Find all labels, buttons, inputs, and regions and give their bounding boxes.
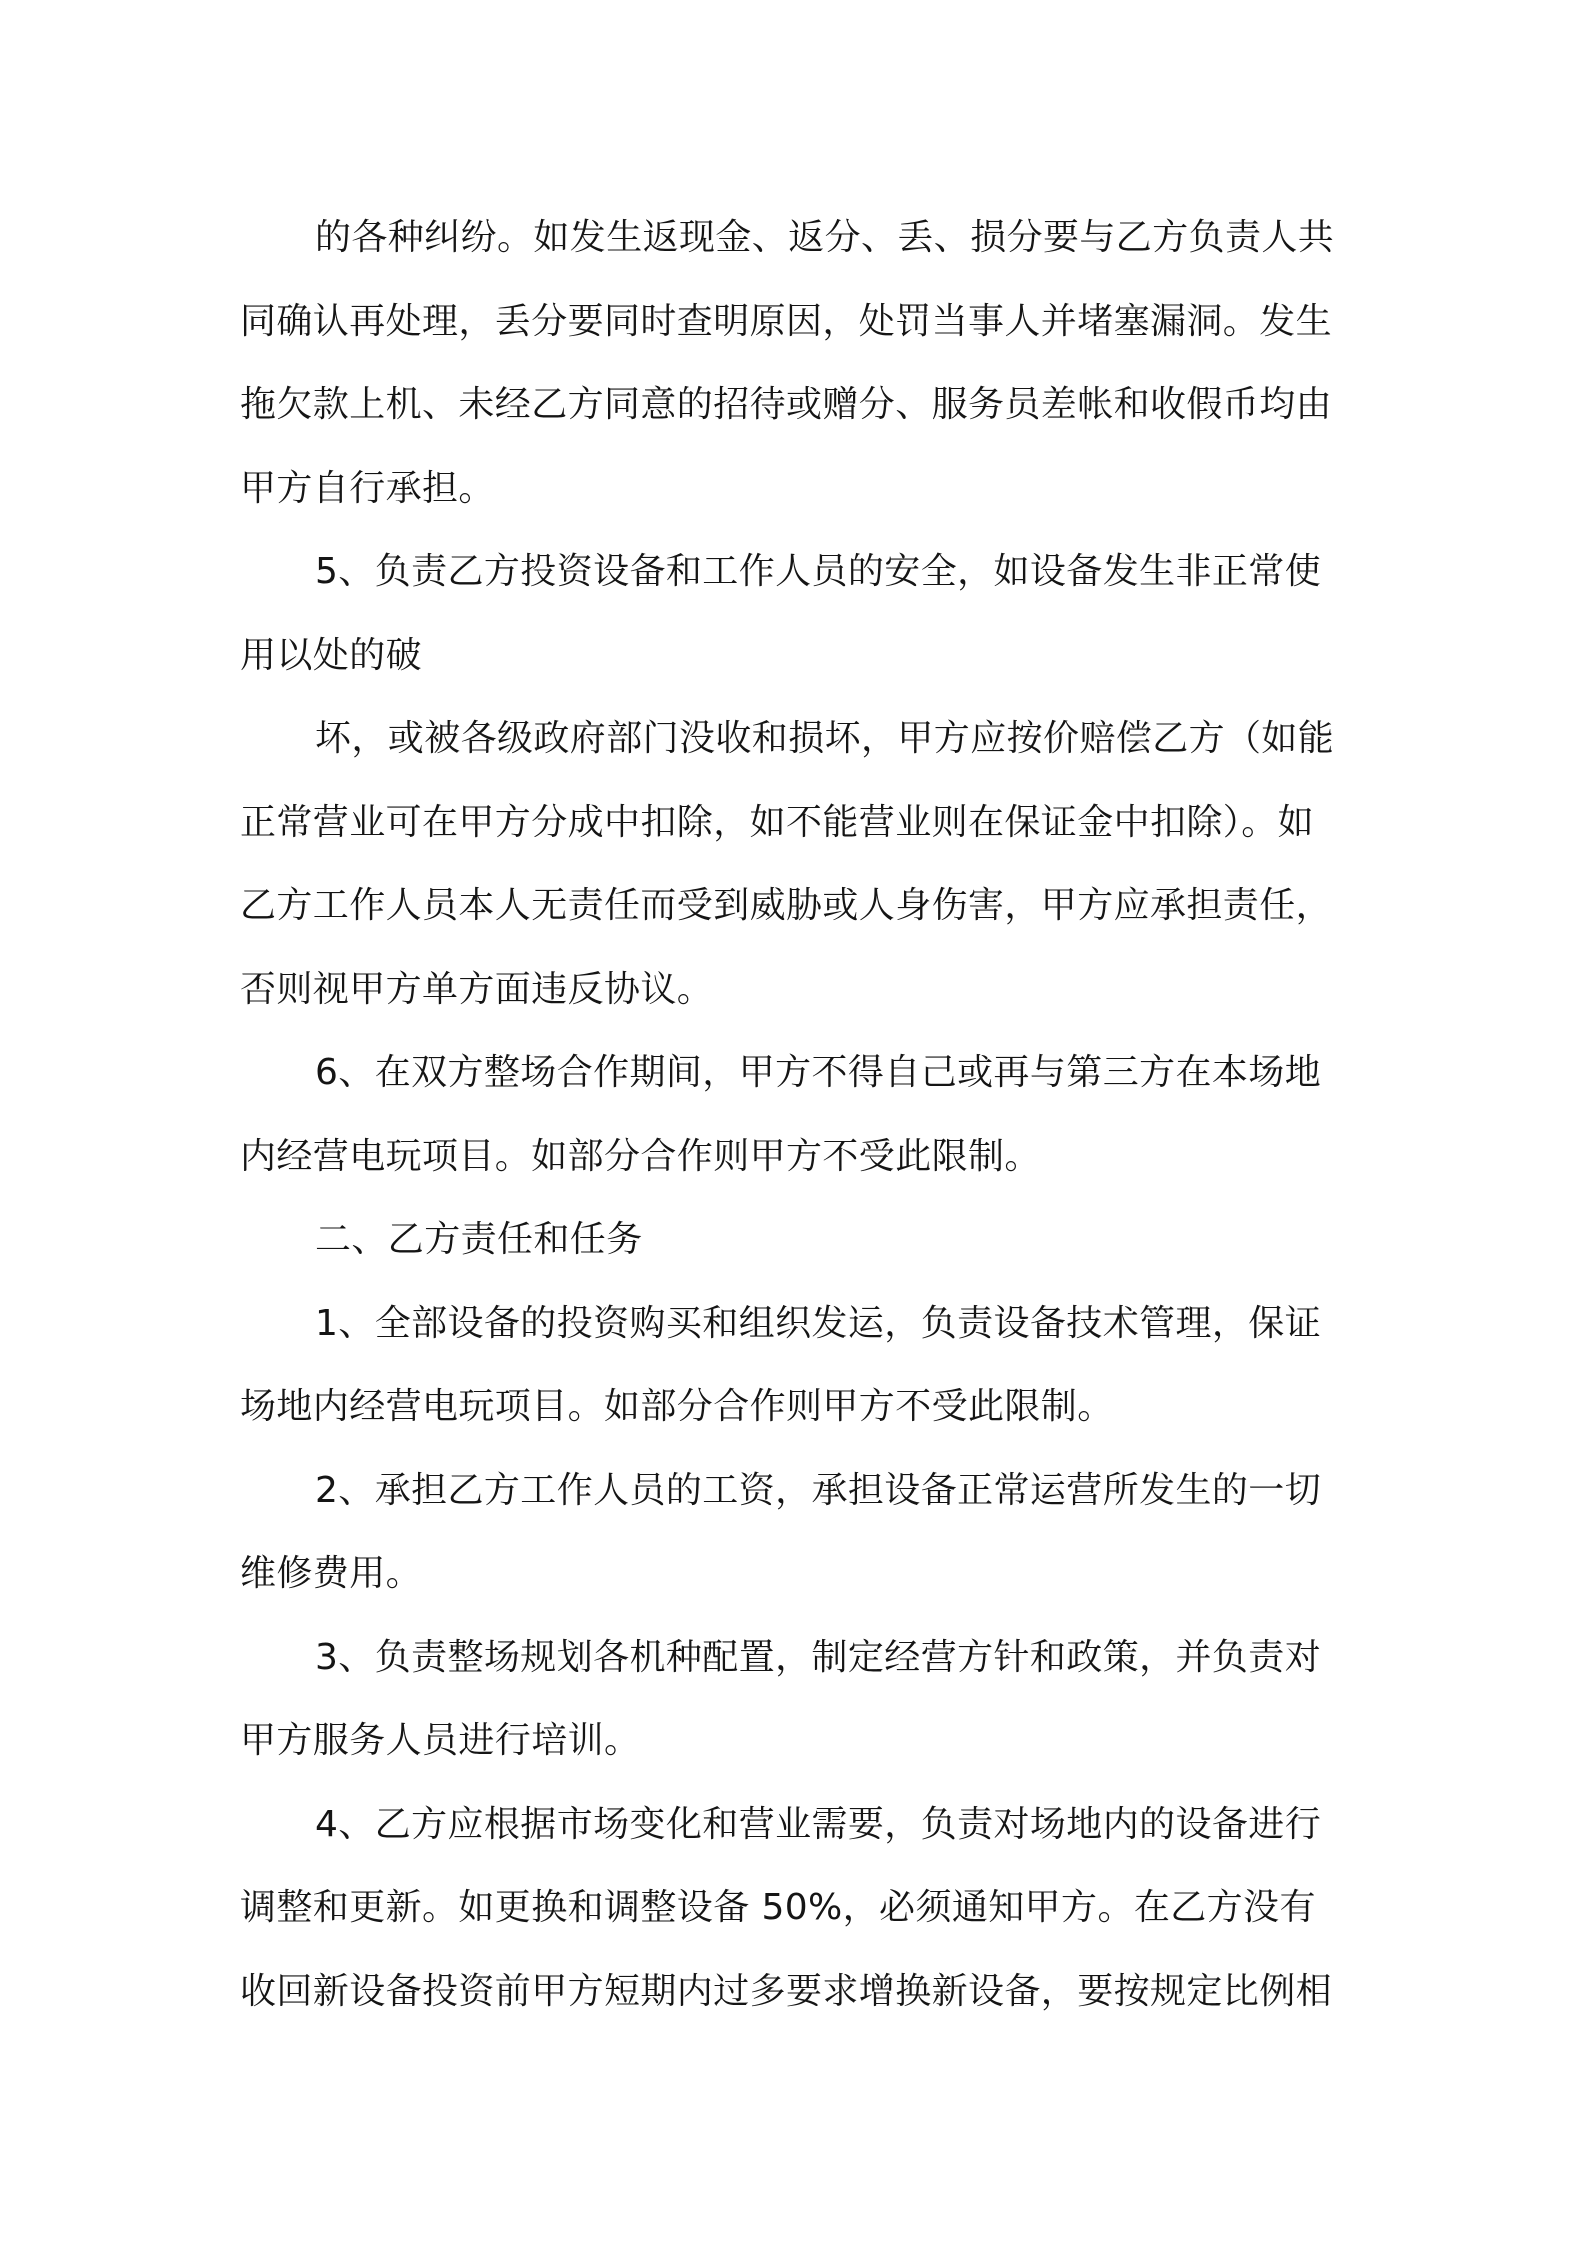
paragraph-line: 收回新设备投资前甲方短期内过多要求增换新设备，要按规定比例相 <box>240 1970 1333 2012</box>
paragraph-line: 用以处的破 <box>240 634 423 676</box>
paragraph-line: 甲方服务人员进行培训。 <box>240 1720 641 1761</box>
paragraph-line: 否则视甲方单方面违反协议。 <box>240 968 714 1010</box>
paragraph-line: 3、负责整场规划各机种配置，制定经营方针和政策，并负责对 <box>315 1636 1322 1678</box>
paragraph-line: 乙方工作人员本人无责任而受到威胁或人身伤害，甲方应承担责任， <box>240 885 1333 926</box>
paragraph-line: 5、负责乙方投资设备和工作人员的安全，如设备发生非正常使 <box>315 551 1322 592</box>
paragraph-line: 4、乙方应根据市场变化和营业需要，负责对场地内的设备进行 <box>315 1803 1322 1845</box>
paragraph-line: 正常营业可在甲方分成中扣除，如不能营业则在保证金中扣除）。如 <box>240 801 1315 843</box>
paragraph-line: 6、在双方整场合作期间，甲方不得自己或再与第三方在本场地 <box>315 1052 1322 1093</box>
paragraph-line: 甲方自行承担。 <box>240 467 495 509</box>
paragraph-line: 2、承担乙方工作人员的工资，承担设备正常运营所发生的一切 <box>315 1469 1322 1511</box>
paragraph-line: 1、全部设备的投资购买和组织发运，负责设备技术管理，保证 <box>315 1302 1322 1344</box>
paragraph-line: 调整和更新。如更换和调整设备 50%，必须通知甲方。在乙方没有 <box>240 1887 1316 1928</box>
paragraph-line: 维修费用。 <box>240 1553 423 1594</box>
paragraph-line: 坏，或被各级政府部门没收和损坏，甲方应按价赔偿乙方（如能 <box>315 718 1335 759</box>
paragraph-line: 场地内经营电玩项目。如部分合作则甲方不受此限制。 <box>240 1386 1114 1427</box>
paragraph-line: 的各种纠纷。如发生返现金、返分、丢、损分要与乙方负责人共 <box>315 217 1335 258</box>
section-heading: 二、乙方责任和任务 <box>315 1219 643 1260</box>
document-body <box>240 196 1355 2033</box>
paragraph-line: 拖欠款上机、未经乙方同意的招待或赠分、服务员差帐和收假币均由 <box>240 384 1333 425</box>
paragraph-line: 同确认再处理，丢分要同时查明原因，处罚当事人并堵塞漏洞。发生 <box>240 300 1333 342</box>
paragraph-line: 内经营电玩项目。如部分合作则甲方不受此限制。 <box>240 1135 1041 1177</box>
